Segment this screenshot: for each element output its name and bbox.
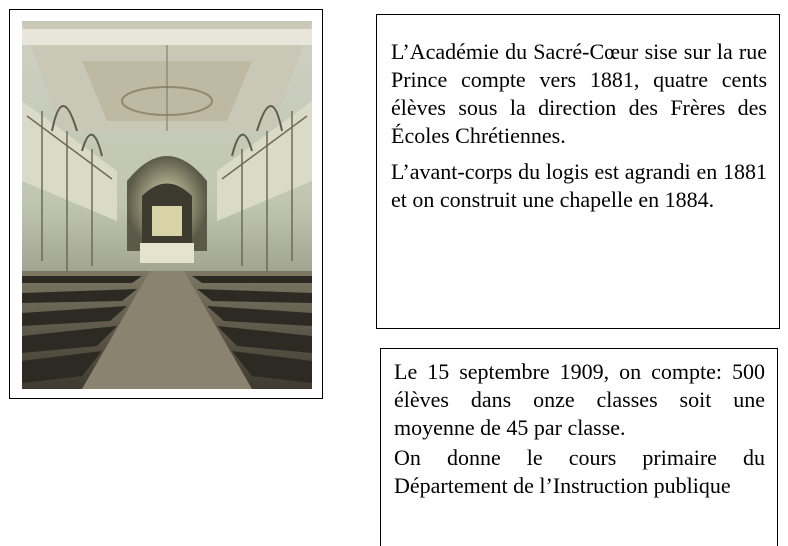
paragraph-academie: L’Académie du Sacré-Cœur sise sur la rue Prince compte vers 1881, quatre cents élèves sous la direction des Frères des Écoles Chrétiennes. [391,39,767,148]
history-text-box-top [376,14,780,329]
paragraph-cours-primaire: On donne le cours primaire du Département de l’Instruction publique [394,445,765,498]
history-text-box-bottom [380,348,778,546]
chapel-interior-photo [22,21,312,389]
paragraph-chapelle: L’avant-corps du logis est agrandi en 1881 et on construit une chapelle en 1884. [391,159,767,212]
paragraph-1909-enrolment: Le 15 septembre 1909, on compte: 500 élèves dans onze classes soit une moyenne de 45 par classe. [394,359,765,440]
photo-frame [9,9,323,399]
